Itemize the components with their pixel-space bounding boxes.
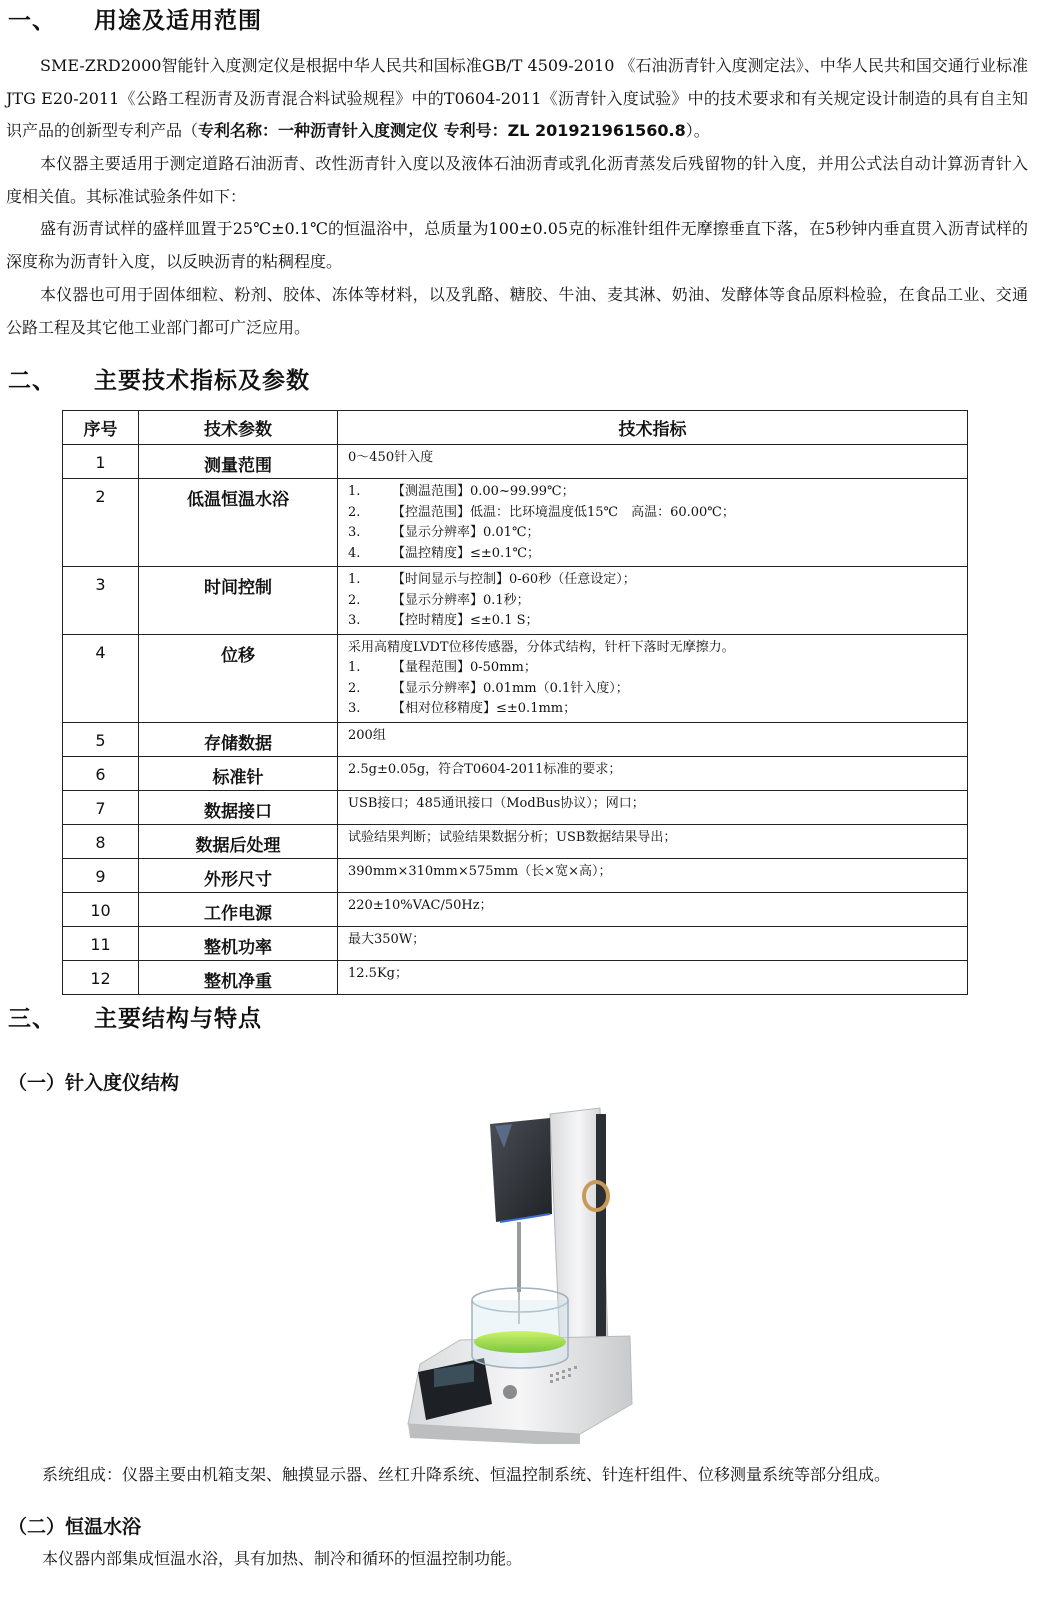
table-row <box>63 892 968 926</box>
spec-line-text: 【控时精度】≤±0.1 S； <box>392 613 539 628</box>
row-parameter: 标准针 <box>139 756 338 790</box>
row-specification <box>338 722 968 756</box>
row-specification <box>338 567 968 635</box>
spec-table <box>62 410 968 995</box>
row-specification <box>338 892 968 926</box>
row-number: 2 <box>63 479 139 567</box>
spec-table-header <box>63 411 968 445</box>
row-parameter: 整机净重 <box>139 960 338 994</box>
spec-line-text: 试验结果判断；试验结果数据分析；USB数据结果导出； <box>348 829 677 845</box>
spec-line-number: 2. <box>348 592 361 608</box>
table-row <box>63 445 968 479</box>
subsection-2-heading: （二）恒温水浴 <box>8 1516 142 1538</box>
spec-line-text: 【控温范围】低温：比环境温度低15℃ 高温：60.00℃； <box>392 504 735 520</box>
spec-line <box>348 862 967 883</box>
intro-paragraph-1-text: SME-ZRD2000智能针入度测定仪是根据中华人民共和国标准GB/T 4509-2010 《石油沥青针入度测定法》、中华人民共和国交通行业标准JTG E20-2011《公路工程沥青及沥青混合料试验规程》中的T0604-2011《沥青针入度试验》中的技术要求和有关规定设计制造的具有自主知识产品的创新型专利产品（ <box>6 56 1028 140</box>
table-row <box>63 722 968 756</box>
spec-line-text: 220±10%VAC/50Hz； <box>348 897 493 913</box>
table-row <box>63 567 968 635</box>
spec-line-text: USB接口；485通讯接口（ModBus协议）；网口； <box>348 795 645 811</box>
spec-line-number: 3. <box>348 613 361 628</box>
intro-paragraph-3: 盛有沥青试样的盛样皿置于25℃±0.1℃的恒温浴中，总质量为100±0.05克的标准针组件无摩擦垂直下落，在5秒钟内垂直贯入沥青试样的深度称为沥青针入度，以反映沥青的粘稠程度。 <box>6 219 1028 271</box>
spec-line <box>348 482 967 503</box>
spec-line-number: 3. <box>348 525 361 540</box>
spec-line-text: 【相对位移精度】≤±0.1mm； <box>392 701 577 716</box>
row-number: 6 <box>63 756 139 790</box>
table-row <box>63 634 968 722</box>
spec-line <box>348 760 967 781</box>
row-number: 4 <box>63 634 139 722</box>
spec-line <box>348 570 967 591</box>
spec-line-text: 最大350W； <box>348 931 426 947</box>
table-row <box>63 858 968 892</box>
row-specification <box>338 960 968 994</box>
section-2-title: 主要技术指标及参数 <box>94 368 310 394</box>
spec-line-number: 2. <box>348 504 361 520</box>
spec-line-text: 2.5g±0.05g，符合T0604-2011标准的要求； <box>348 761 622 777</box>
row-parameter: 工作电源 <box>139 892 338 926</box>
spec-line-text: 【温控精度】≤±0.1℃； <box>392 545 541 561</box>
row-specification <box>338 858 968 892</box>
section-1-heading <box>8 2 262 35</box>
spec-line-text: 【显示分辨率】0.01℃； <box>392 525 540 540</box>
spec-line <box>348 503 967 524</box>
intro-paragraph-1-end: ）。 <box>685 121 710 140</box>
spec-line-number: 1. <box>348 484 361 499</box>
row-number: 10 <box>63 892 139 926</box>
intro-paragraph-4: 本仪器也可用于固体细粒、粉剂、胶体、冻体等材料，以及乳酪、糖胶、牛油、麦其淋、奶油、发酵体等食品原料检验，在食品工业、交通公路工程及其它他工业部门都可广泛应用。 <box>6 285 1028 337</box>
penetrometer-illustration <box>400 1104 650 1444</box>
spec-line-number: 4. <box>348 545 361 561</box>
row-parameter: 整机功率 <box>139 926 338 960</box>
subsection-1-heading: （一）针入度仪结构 <box>8 1072 180 1094</box>
section-1-number: 一、 <box>8 8 56 34</box>
section-3-number: 三、 <box>8 1006 56 1032</box>
row-parameter: 外形尺寸 <box>139 858 338 892</box>
row-parameter: 测量范围 <box>139 445 338 479</box>
row-specification <box>338 824 968 858</box>
row-parameter: 存储数据 <box>139 722 338 756</box>
spec-line <box>348 658 967 679</box>
spec-line <box>348 726 967 747</box>
header-no: 序号 <box>63 411 139 445</box>
spec-line <box>348 794 967 815</box>
table-row <box>63 824 968 858</box>
spec-line-text: 0～450针入度 <box>348 450 434 465</box>
row-number: 3 <box>63 567 139 635</box>
row-number: 5 <box>63 722 139 756</box>
section-2-heading <box>8 362 310 395</box>
table-row <box>63 479 968 567</box>
spec-line-text: 【显示分辨率】0.01mm（0.1针入度）； <box>392 680 629 696</box>
spec-line-text: 【量程范围】0-50mm； <box>392 660 537 675</box>
row-number: 7 <box>63 790 139 824</box>
spec-line <box>348 896 967 917</box>
table-row <box>63 756 968 790</box>
spec-line <box>348 523 967 544</box>
spec-line-text: 12.5Kg； <box>348 965 408 981</box>
spec-line-text: 【显示分辨率】0.1秒； <box>392 592 530 608</box>
row-parameter: 位移 <box>139 634 338 722</box>
row-number: 9 <box>63 858 139 892</box>
spec-line-number: 3. <box>348 701 361 716</box>
spec-line-number: 1. <box>348 660 361 675</box>
intro-paragraph-2: 本仪器主要适用于测定道路石油沥青、改性沥青针入度以及液体石油沥青或乳化沥青蒸发后残留物的针入度，并用公式法自动计算沥青针入度相关值。其标准试验条件如下： <box>6 154 1028 206</box>
section-1-title: 用途及适用范围 <box>94 8 262 34</box>
spec-line <box>348 964 967 985</box>
structure-caption: 系统组成：仪器主要由机箱支架、触摸显示器、丝杠升降系统、恒温控制系统、针连杆组件、位移测量系统等部分组成。 <box>42 1465 891 1484</box>
row-parameter: 时间控制 <box>139 567 338 635</box>
spec-line-text: 【时间显示与控制】0-60秒（任意设定）； <box>392 572 636 587</box>
row-number: 12 <box>63 960 139 994</box>
row-specification <box>338 926 968 960</box>
spec-line <box>348 828 967 849</box>
spec-line <box>348 699 967 720</box>
spec-line <box>348 930 967 951</box>
intro-paragraph-1 <box>6 50 1028 148</box>
header-spec: 技术指标 <box>338 411 968 445</box>
water-bath-paragraph: 本仪器内部集成恒温水浴，具有加热、制冷和循环的恒温控制功能。 <box>42 1549 523 1568</box>
row-parameter: 数据后处理 <box>139 824 338 858</box>
row-specification <box>338 445 968 479</box>
spec-line <box>348 638 967 659</box>
row-specification <box>338 634 968 722</box>
row-parameter: 低温恒温水浴 <box>139 479 338 567</box>
header-param: 技术参数 <box>139 411 338 445</box>
spec-line-number: 2. <box>348 680 361 696</box>
section-2-number: 二、 <box>8 368 56 394</box>
section-3-heading <box>8 1000 262 1033</box>
row-specification <box>338 790 968 824</box>
spec-line-number: 1. <box>348 572 361 587</box>
spec-line-text: 【测温范围】0.00~99.99℃； <box>392 484 575 499</box>
row-parameter: 数据接口 <box>139 790 338 824</box>
spec-line <box>348 448 967 469</box>
spec-line <box>348 591 967 612</box>
spec-line <box>348 679 967 700</box>
spec-line-text: 采用高精度LVDT位移传感器，分体式结构，针杆下落时无摩擦力。 <box>348 639 735 655</box>
patent-info: 专利名称：一种沥青针入度测定仪 专利号：ZL 201921961560.8 <box>198 121 686 140</box>
table-row <box>63 960 968 994</box>
section-3-title: 主要结构与特点 <box>94 1006 262 1032</box>
row-number: 1 <box>63 445 139 479</box>
spec-line-text: 390mm×310mm×575mm（长×宽×高）； <box>348 863 612 879</box>
table-row <box>63 790 968 824</box>
spec-line-text: 200组 <box>348 727 386 743</box>
row-number: 8 <box>63 824 139 858</box>
spec-line <box>348 611 967 632</box>
spec-line <box>348 544 967 565</box>
row-number: 11 <box>63 926 139 960</box>
row-specification <box>338 479 968 567</box>
row-specification <box>338 756 968 790</box>
table-row <box>63 926 968 960</box>
